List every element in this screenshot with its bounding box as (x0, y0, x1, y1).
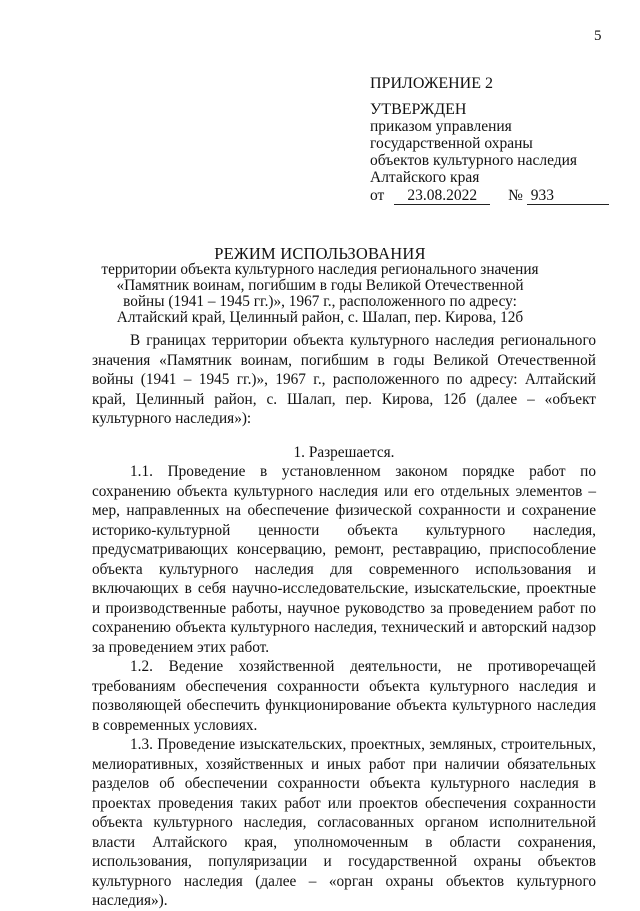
document-title: РЕЖИМ ИСПОЛЬЗОВАНИЯ (214, 244, 426, 263)
clause-1-3: 1.3. Проведение изыскательских, проектных, земляных, строительных, мелиоративных, хозяйственных и иных работ при наличии обязательных разделов об обеспечении сохранности объекта культурного наследия в проектах проведения таких работ или проектов обеспечения сохранности объекта культурного наследия, согласованных органом исполнительной власти Алтайского края, уполномоченным в области сохранения, использования, популяризации и государственной охраны объектов культурного наследия (далее – «орган охраны объектов культурного наследия»). (92, 736, 596, 909)
approval-date-line (370, 187, 609, 205)
intro-paragraph: В границах территории объекта культурного наследия регионального значения «Памятник воинам, погибшим в годы Великой Отечественной войны (1941 – 1945 гг.)», 1967 г., расположенного по адресу: Алтайский край, Целинный район, с. Шалап, пер. Кирова, 12б (далее – «объект культурного наследия»): (92, 332, 596, 427)
from-label: от (370, 187, 385, 204)
document-body (92, 331, 596, 911)
subtitle-line: Алтайский край, Целинный район, с. Шалап, пер. Кирова, 12б (116, 309, 524, 326)
clause-1-1: 1.1. Проведение в установленном законом порядке работ по сохранению объекта культурного наследия или его отдельных элементов – мер, направленных на обеспечение физической сохранности и сохранение историко-культурной ценности объекта культурного наследия, предусматривающих консервацию, ремонт, реставрацию, приспособление объекта культурного наследия для современного использования и включающих в себя научно-исследовательские, изыскательские, проектные и производственные работы, научное руководство за проведением работ по сохранению объекта культурного наследия, технический и авторский надзор за проведением этих работ. (92, 463, 596, 656)
approval-number: 933 (527, 188, 609, 205)
approval-line: государственной охраны (370, 135, 533, 152)
approval-line: приказом управления (370, 118, 512, 135)
subtitle-line: территории объекта культурного наследия регионального значения (101, 261, 539, 278)
approval-block (370, 75, 609, 205)
section-heading: 1. Разрешается. (293, 443, 395, 461)
approval-line: объектов культурного наследия (370, 152, 578, 169)
approval-date: 23.08.2022 (394, 188, 490, 205)
appendix-label: ПРИЛОЖЕНИЕ 2 (370, 75, 494, 92)
approved-label: УТВЕРЖДЕН (370, 101, 467, 118)
subtitle-line: «Памятник воинам, погибшим в годы Великой Отечественной (116, 277, 524, 294)
approval-line: Алтайского края (370, 169, 480, 186)
document-subtitle (0, 262, 640, 326)
subtitle-line: войны (1941 – 1945 гг.)», 1967 г., расположенного по адресу: (123, 293, 517, 310)
clause-1-2: 1.2. Ведение хозяйственной деятельности, не противоречащей требованиям обеспечения сохранности объекта культурного наследия и позволяющей обеспечить функционирование объекта культурного наследия в современных условиях. (92, 658, 596, 734)
page-number: 5 (594, 28, 602, 44)
number-label: № (508, 187, 523, 204)
